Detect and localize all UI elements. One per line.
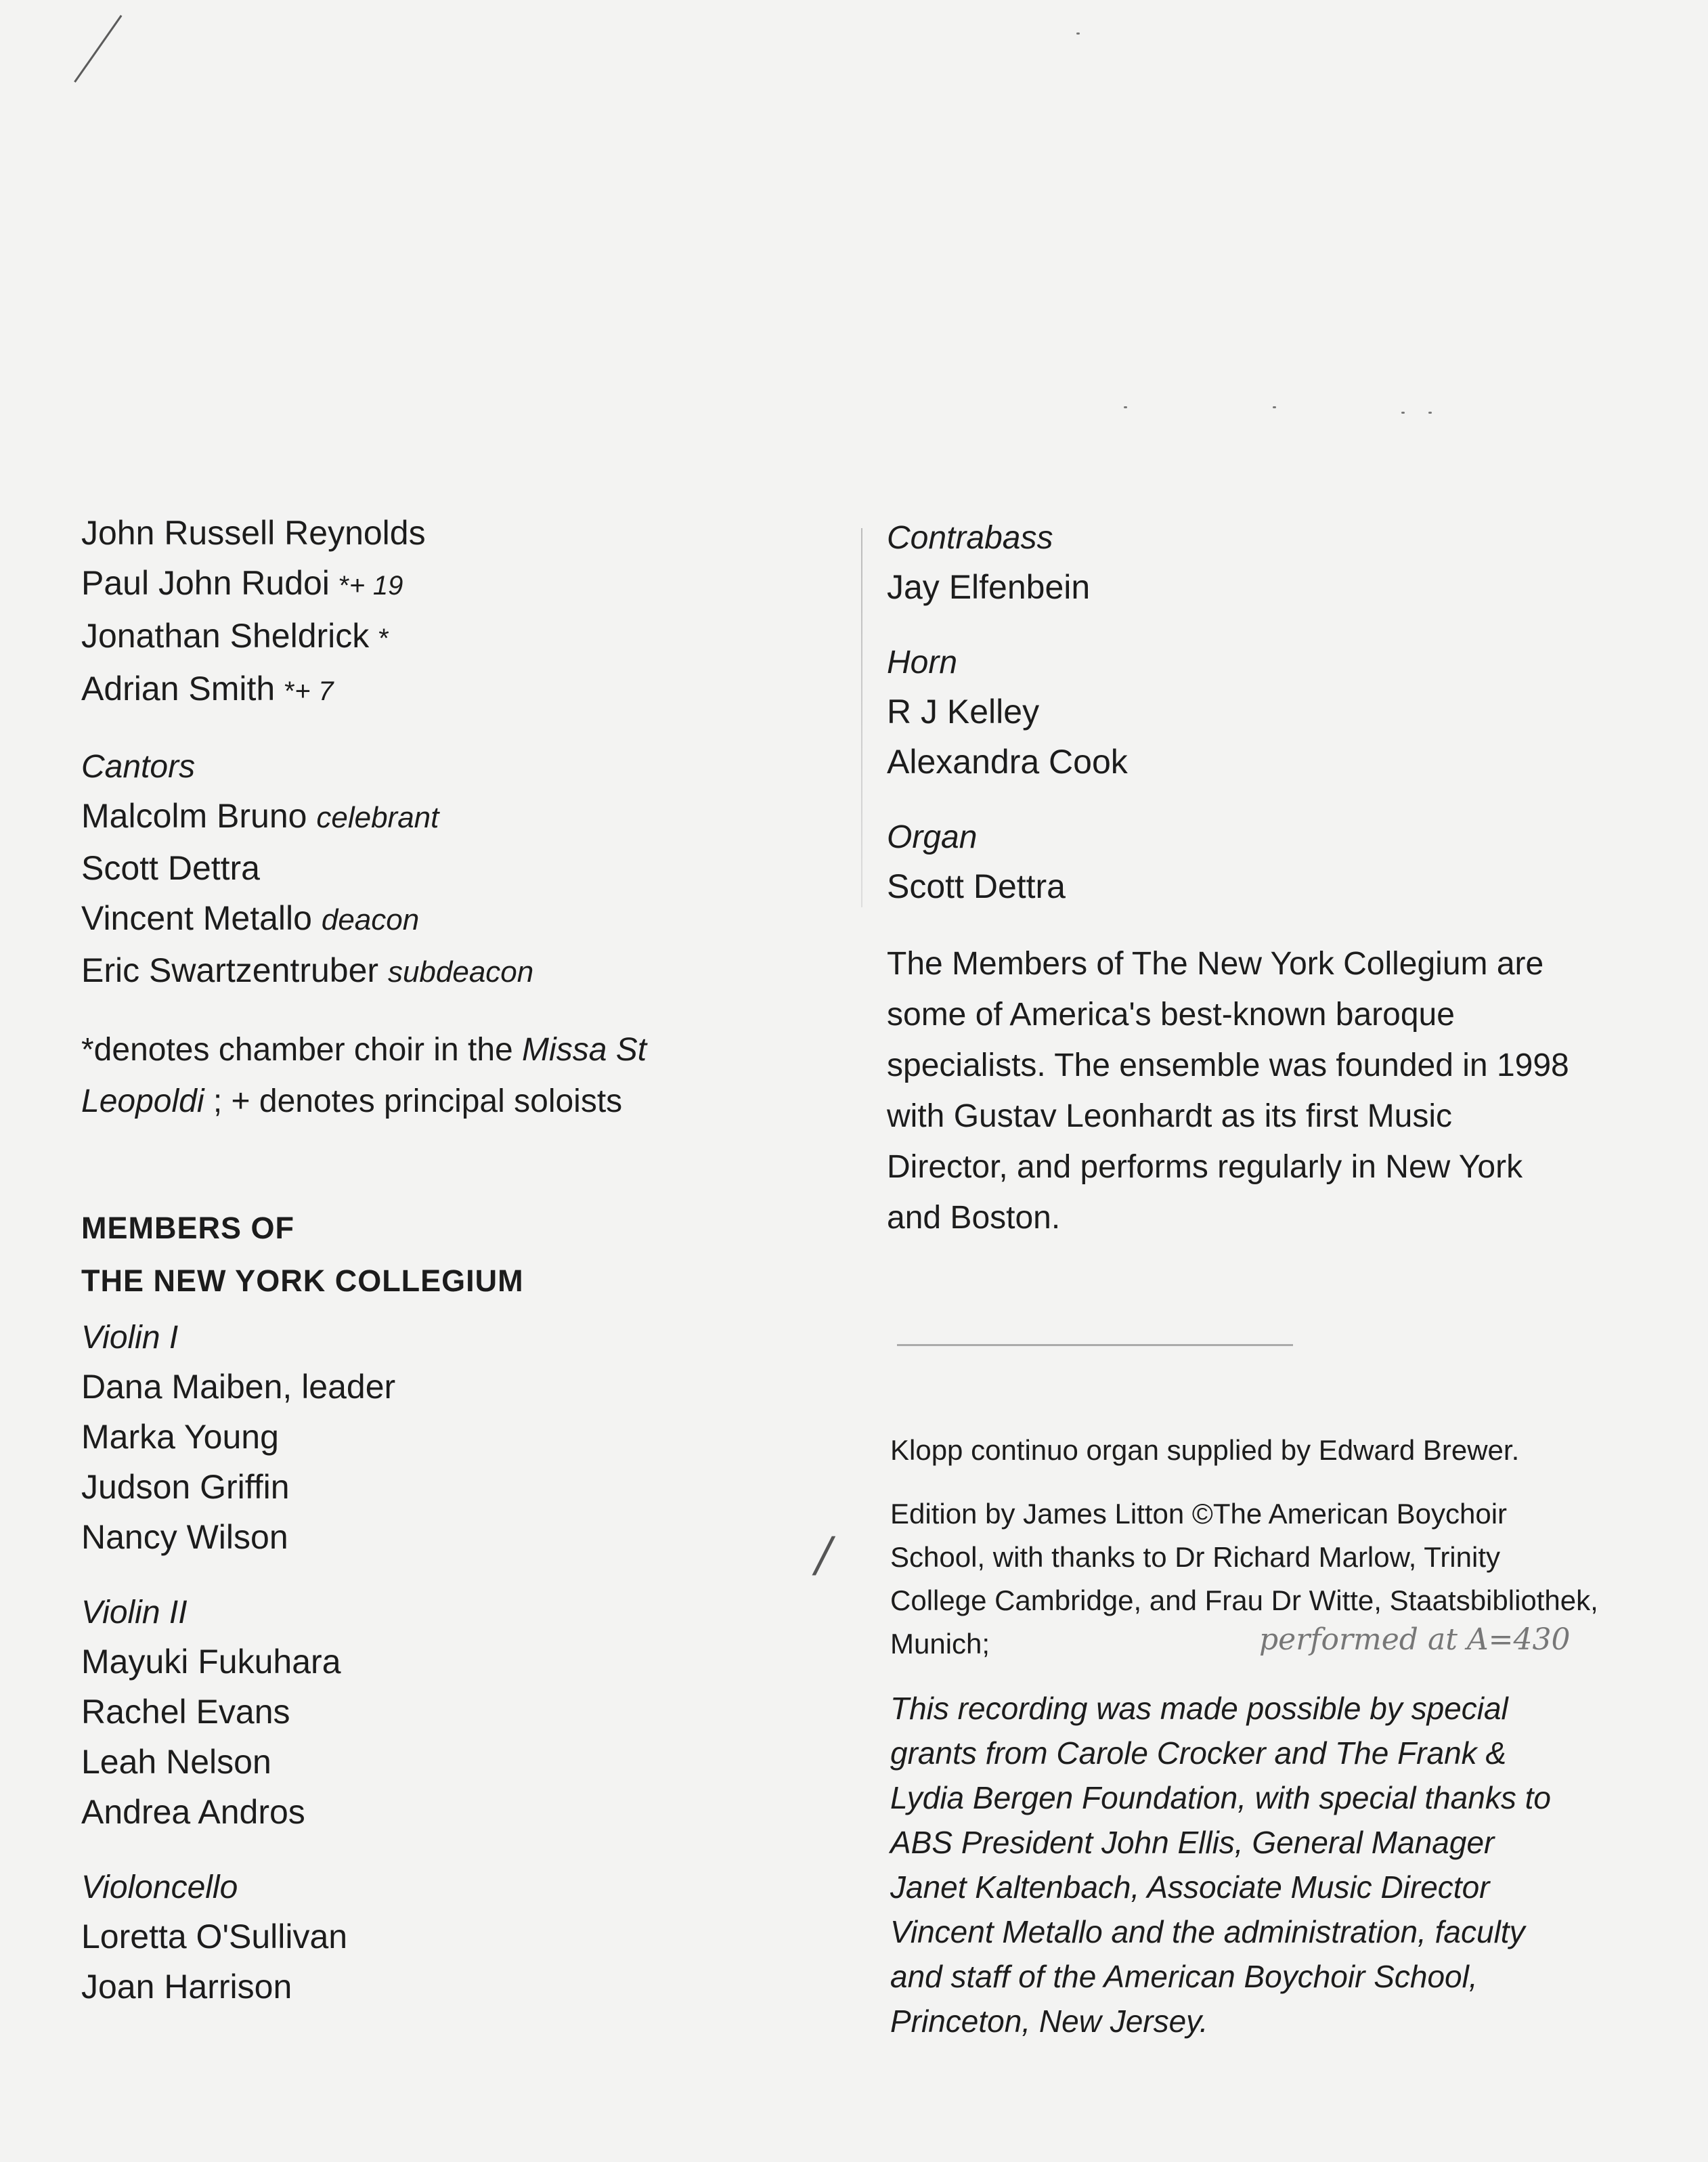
choir-name: Jonathan Sheldrick * — [81, 617, 389, 655]
credits-block — [890, 1429, 1621, 2044]
cantor-item: Vincent Metallo deacon — [81, 899, 420, 937]
player-name: Andrea Andros — [81, 1793, 305, 1831]
speck — [1076, 33, 1080, 35]
speck — [1428, 412, 1432, 414]
edition-credit: Edition by James Litton ©The American Boychoir School, with thanks to Dr Richard Marlow, Trinity College Cambridge, and Frau Dr Witte, Staatsbibliothek, Munich; — [890, 1498, 1598, 1660]
column-rule — [861, 528, 862, 907]
player-name: Marka Young — [81, 1418, 279, 1456]
player-name: Mayuki Fukuhara — [81, 1643, 341, 1681]
player-name: Nancy Wilson — [81, 1518, 288, 1556]
choir-list — [81, 508, 812, 716]
pen-tick-mark — [74, 15, 122, 83]
section-heading-contrabass: Contrabass — [887, 520, 1053, 556]
player-name: Joan Harrison — [81, 1968, 292, 2006]
violin-1-list — [81, 1362, 812, 1562]
ensemble-about: The Members of The New York Collegium are some of America's best-known baroque specialists. The ensemble was founded in 1998 with Gustav Leonhardt as its first Music Director, and performs regularly in New York and Boston. — [887, 946, 1569, 1236]
player-name: Loretta O'Sullivan — [81, 1918, 348, 1955]
section-heading-horn: Horn — [887, 645, 958, 680]
divider-line — [897, 1344, 1293, 1346]
choir-name: Adrian Smith *+ 7 — [81, 670, 334, 708]
cantor-item: Malcolm Bruno celebrant — [81, 797, 439, 835]
speck — [1124, 406, 1127, 408]
player-name: Rachel Evans — [81, 1693, 290, 1731]
player-name: Scott Dettra — [887, 867, 1066, 905]
player-name: Leah Nelson — [81, 1743, 271, 1781]
cantor-item: Eric Swartzentruber subdeacon — [81, 951, 534, 989]
cantors-heading: Cantors — [81, 749, 196, 785]
player-name: Judson Griffin — [81, 1468, 290, 1506]
player-name: Jay Elfenbein — [887, 568, 1091, 606]
violin-2-list — [81, 1637, 812, 1837]
section-heading-violoncello: Violoncello — [81, 1869, 238, 1905]
grants-acknowledgement: This recording was made possible by special grants from Carole Crocker and The Frank & Lydia Bergen Foundation, with special thanks to ABS President John Ellis, General Manager Janet Kaltenbach, Associate Music Director Vincent Metallo and the administration, faculty and staff of the American Boychoir School, Princeton, New Jersey. — [890, 1691, 1551, 2039]
speck — [1273, 406, 1276, 408]
choir-name: John Russell Reynolds — [81, 514, 426, 552]
choir-name: Paul John Rudoi *+ 19 — [81, 564, 403, 602]
members-heading: MEMBERS OF THE NEW YORK COLLEGIUM — [81, 1211, 524, 1298]
footnote: *denotes chamber choir in the Missa St Leopoldi ; + denotes principal soloists — [81, 1032, 647, 1119]
violoncello-list — [81, 1911, 812, 2012]
player-name: R J Kelley — [887, 693, 1040, 731]
organ-credit: Klopp continuo organ supplied by Edward Brewer. — [890, 1434, 1520, 1466]
right-column — [887, 515, 1632, 1243]
cantors-list — [81, 791, 812, 997]
section-heading-organ: Organ — [887, 819, 978, 855]
cantor-item: Scott Dettra — [81, 849, 260, 887]
section-heading-violin-2: Violin II — [81, 1595, 188, 1630]
handwritten-annotation: performed at A=430 — [1259, 1622, 1571, 1657]
margin-slash-mark: / — [816, 1527, 832, 1582]
player-name: Dana Maiben, leader — [81, 1368, 396, 1406]
player-name: Alexandra Cook — [887, 743, 1128, 781]
left-column — [81, 508, 812, 2012]
speck — [1401, 412, 1405, 414]
section-heading-violin-1: Violin I — [81, 1320, 179, 1356]
